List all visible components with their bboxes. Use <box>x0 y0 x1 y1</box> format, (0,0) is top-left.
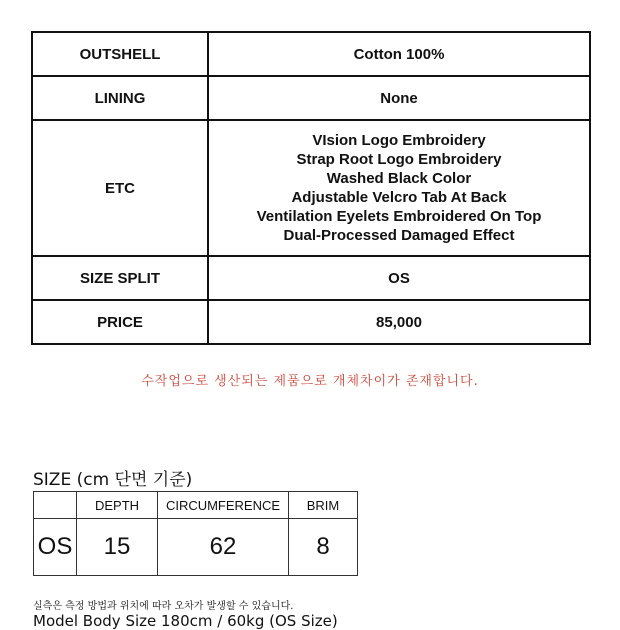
info-row-price <box>32 300 590 344</box>
etc-line: Adjustable Velcro Tab At Back <box>291 189 507 206</box>
info-value-etc <box>208 120 590 256</box>
model-info: Model Body Size 180cm / 60kg (OS Size) <box>33 612 338 630</box>
info-value-size-split: OS <box>208 256 590 300</box>
info-key-price: PRICE <box>32 300 208 344</box>
size-depth-value: 15 <box>77 519 158 576</box>
etc-line: VIsion Logo Embroidery <box>312 132 486 149</box>
product-info-table <box>31 31 591 345</box>
size-circumference-value: 62 <box>158 519 289 576</box>
size-table-row <box>34 519 358 576</box>
info-key-etc: ETC <box>32 120 208 256</box>
info-key-lining: LINING <box>32 76 208 120</box>
info-row-outshell <box>32 32 590 76</box>
info-value-lining: None <box>208 76 590 120</box>
etc-line: Dual-Processed Damaged Effect <box>283 227 515 244</box>
info-key-size-split: SIZE SPLIT <box>32 256 208 300</box>
handmade-notice: 수작업으로 생산되는 제품으로 개체차이가 존재합니다. <box>141 374 479 389</box>
size-section-title: SIZE (cm 단면 기준) <box>33 470 193 490</box>
size-header-depth: DEPTH <box>77 492 158 519</box>
size-header-brim: BRIM <box>289 492 358 519</box>
size-brim-value: 8 <box>289 519 358 576</box>
etc-line: Ventilation Eyelets Embroidered On Top <box>256 208 542 225</box>
etc-line: Washed Black Color <box>326 170 472 187</box>
info-row-size-split <box>32 256 590 300</box>
size-table <box>33 491 358 576</box>
info-row-etc <box>32 120 590 256</box>
info-value-price: 85,000 <box>208 300 590 344</box>
size-table-header-row <box>34 492 358 519</box>
size-header-blank <box>34 492 77 519</box>
measurement-note: 실측은 측정 방법과 위치에 따라 오차가 발생할 수 있습니다. <box>33 601 294 612</box>
size-label: OS <box>34 519 77 576</box>
info-key-outshell: OUTSHELL <box>32 32 208 76</box>
etc-line: Strap Root Logo Embroidery <box>296 151 502 168</box>
size-header-circumference: CIRCUMFERENCE <box>158 492 289 519</box>
info-value-outshell: Cotton 100% <box>208 32 590 76</box>
info-row-lining <box>32 76 590 120</box>
